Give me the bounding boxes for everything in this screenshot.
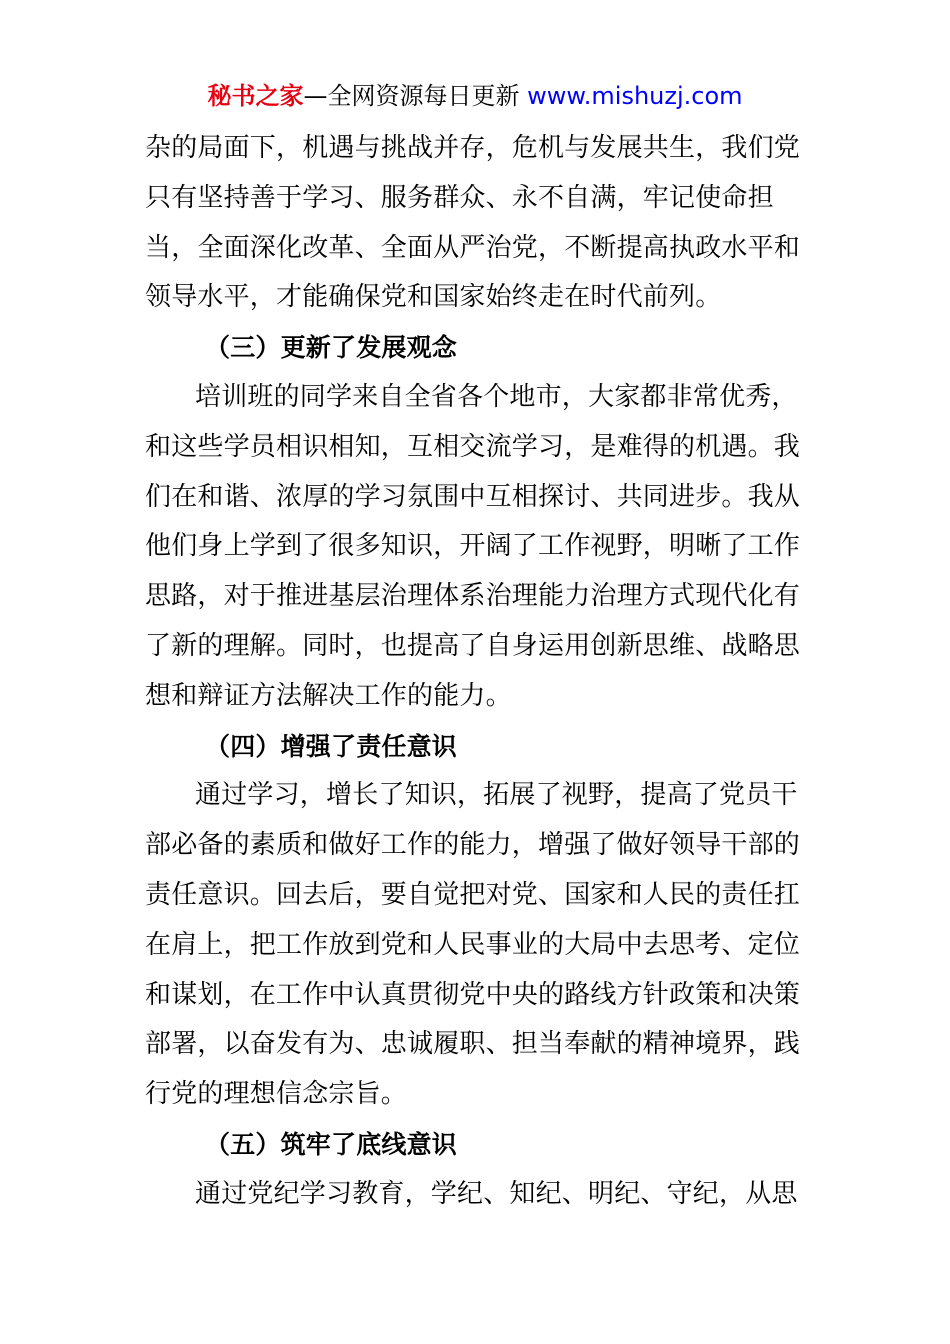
site-brand: 秘书之家 (207, 82, 304, 110)
body-line: 责任意识。回去后，要自觉把对党、国家和人民的责任扛 (145, 879, 801, 910)
document-body (145, 124, 810, 1220)
body-line: 行党的理想信念宗旨。 (145, 1079, 408, 1110)
body-line: 只有坚持善于学习、服务群众、永不自满，牢记使命担 (145, 182, 774, 213)
body-line: 领导水平，才能确保党和国家始终走在时代前列。 (145, 282, 722, 313)
site-tagline: —全网资源每日更新 (303, 82, 520, 110)
body-line: 培训班的同学来自全省各个地市，大家都非常优秀， (195, 381, 798, 412)
section-heading-5: （五）筑牢了底线意识 (205, 1129, 458, 1159)
section-heading-3: （三）更新了发展观念 (205, 333, 458, 363)
body-line: 他们身上学到了很多知识，开阔了工作视野，明晰了工作 (145, 531, 801, 562)
body-line: 部署，以奋发有为、忠诚履职、担当奉献的精神境界，践 (145, 1029, 801, 1060)
site-url[interactable]: www.mishuzj.com (527, 82, 743, 110)
body-line: 想和辩证方法解决工作的能力。 (145, 680, 512, 711)
body-line: 和谋划，在工作中认真贯彻党中央的路线方针政策和决策 (145, 979, 801, 1010)
section-heading-4: （四）增强了责任意识 (205, 731, 458, 761)
body-line: 部必备的素质和做好工作的能力，增强了做好领导干部的 (145, 830, 801, 861)
body-line: 杂的局面下，机遇与挑战并存，危机与发展共生，我们党 (145, 133, 801, 163)
body-line: 通过党纪学习教育，学纪、知纪、明纪、守纪，从思 (195, 1178, 798, 1209)
body-line: 思路，对于推进基层治理体系治理能力治理方式现代化有 (145, 581, 801, 612)
body-line: 和这些学员相识相知，互相交流学习，是难得的机遇。我 (145, 431, 801, 462)
body-line: 在肩上，把工作放到党和人民事业的大局中去思考、定位 (145, 929, 801, 960)
body-line: 当，全面深化改革、全面从严治党，不断提高执政水平和 (145, 232, 801, 263)
site-header (0, 80, 950, 112)
body-line: 通过学习，增长了知识，拓展了视野，提高了党员干 (195, 780, 798, 811)
body-line: 们在和谐、浓厚的学习氛围中互相探讨、共同进步。我从 (145, 481, 801, 512)
body-line: 了新的理解。同时，也提高了自身运用创新思维、战略思 (145, 630, 801, 661)
